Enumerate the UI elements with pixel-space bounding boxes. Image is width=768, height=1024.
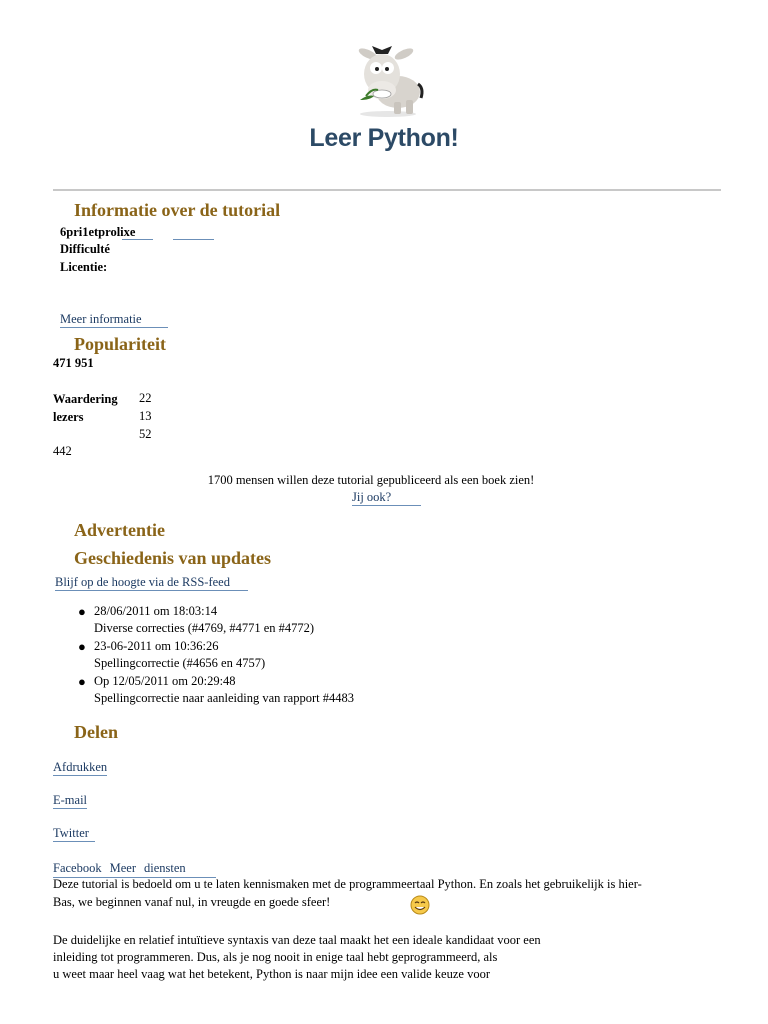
update-date: 23-06-2011 om 10:36:26 <box>94 639 219 653</box>
intro-line-2: Bas, we beginnen vanaf nul, in vreugde en goede sfeer! <box>53 895 331 909</box>
intro-line-5: u weet maar heel vaag wat het betekent, Python is naar mijn idee een valide keuze voor <box>53 967 490 981</box>
popularity-heading: Populariteit <box>74 334 166 354</box>
rss-feed-link[interactable]: Blijf op de hoogte via de RSS-feed <box>55 575 248 591</box>
facebook-link[interactable]: Facebook <box>53 861 102 875</box>
print-link[interactable]: Afdrukken <box>53 760 108 774</box>
author-link-underline-2[interactable] <box>173 239 214 240</box>
twitter-link[interactable]: Twitter <box>53 826 95 842</box>
share-heading: Delen <box>74 722 118 742</box>
rating-value-3: 52 <box>139 427 152 441</box>
extra-value: 442 <box>53 444 72 458</box>
difficulty-label: Difficulté <box>60 242 110 256</box>
more-link[interactable]: Meer <box>109 861 136 875</box>
view-count: 471 951 <box>53 356 94 370</box>
bullet-icon: ● <box>78 674 86 689</box>
header-divider <box>53 189 721 191</box>
book-message: 1700 mensen willen deze tutorial gepubliceerd als een boek zien! <box>207 473 535 487</box>
intro-line-4: inleiding tot programmeren. Dus, als je nog nooit in enige taal hebt geprogrammeerd, als <box>53 950 498 964</box>
services-link[interactable]: diensten <box>143 861 186 875</box>
bullet-icon: ● <box>78 639 86 654</box>
site-title: Leer Python! <box>309 124 459 152</box>
rating-value-2: 13 <box>139 409 152 423</box>
rating-label: Waardering <box>53 392 118 406</box>
update-desc: Spellingcorrectie (#4656 en 4757) <box>94 656 266 670</box>
smiley-icon <box>410 895 430 915</box>
bullet-icon: ● <box>78 604 86 619</box>
intro-line-1: Deze tutorial is bedoeld om u te laten kennismaken met de programmeertaal Python. En zoals het gebruikelijk is hier- <box>53 877 642 891</box>
info-heading: Informatie over de tutorial <box>74 200 281 220</box>
updates-heading: Geschiedenis van updates <box>74 548 272 568</box>
update-date: Op 12/05/2011 om 20:29:48 <box>94 674 236 688</box>
license-label: Licentie: <box>60 260 108 274</box>
update-date: 28/06/2011 om 18:03:14 <box>94 604 218 618</box>
readers-label: lezers <box>53 410 84 424</box>
update-desc: Diverse correcties (#4769, #4771 en #4772) <box>94 621 315 635</box>
author-link-underline[interactable] <box>122 239 153 240</box>
email-link[interactable]: E-mail <box>53 793 88 807</box>
intro-line-3: De duidelijke en relatief intuïtieve syntaxis van deze taal maakt het een ideale kandidaat voor een <box>53 933 541 947</box>
more-info-link[interactable]: Meer informatie <box>60 312 168 328</box>
update-desc: Spellingcorrectie naar aanleiding van rapport #4483 <box>94 691 354 705</box>
donkey-mascot-logo <box>350 40 426 118</box>
ads-heading: Advertentie <box>74 520 165 540</box>
rating-value-1: 22 <box>139 391 152 405</box>
author-row: 6pri1etprolixe <box>60 225 136 239</box>
you-too-link[interactable]: Jij ook? <box>352 490 421 506</box>
